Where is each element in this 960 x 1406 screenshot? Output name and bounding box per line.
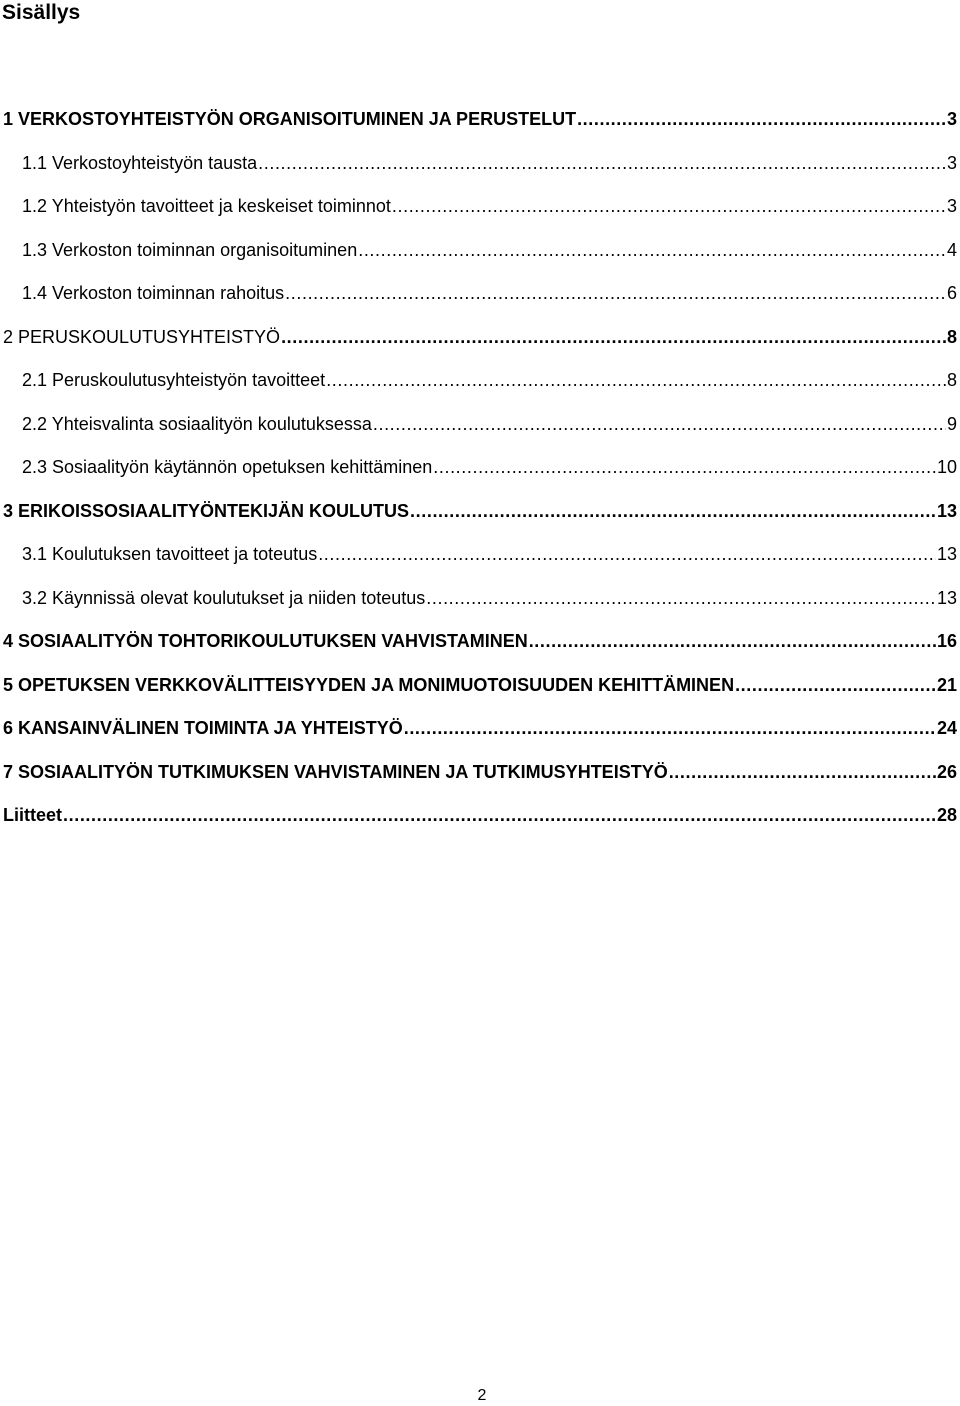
toc-entry[interactable] (0, 490, 960, 534)
toc-entry[interactable] (0, 272, 960, 316)
toc-entry-page: 3 (946, 109, 957, 129)
toc-entry[interactable] (0, 142, 960, 186)
toc-leader (410, 500, 936, 522)
toc-entry-title: 5 OPETUKSEN VERKKOVÄLITTEISYYDEN JA MONIMUOTOISUUDEN KEHITTÄMINEN (3, 674, 735, 695)
toc-leader (577, 108, 946, 130)
toc-entry[interactable] (0, 316, 960, 360)
table-of-contents (0, 98, 960, 838)
toc-entry[interactable] (0, 359, 960, 403)
toc-entry-title: 3.2 Käynnissä olevat koulutukset ja niiden toteutus (22, 587, 426, 608)
toc-leader (735, 674, 936, 696)
toc-entry-page: 6 (946, 283, 957, 303)
toc-entry[interactable] (0, 98, 960, 142)
toc-entry-page: 16 (936, 631, 957, 651)
toc-entry-title: 7 SOSIAALITYÖN TUTKIMUKSEN VAHVISTAMINEN JA TUTKIMUSYHTEISTYÖ (3, 761, 668, 782)
toc-entry-page: 26 (936, 761, 957, 782)
toc-leader (373, 413, 946, 435)
toc-entry-page: 4 (946, 239, 957, 260)
toc-entry[interactable] (0, 577, 960, 621)
toc-leader (318, 543, 936, 565)
toc-leader (392, 195, 946, 217)
toc-entry-page: 10 (936, 457, 957, 477)
toc-entry[interactable] (0, 751, 960, 795)
toc-entry-page: 8 (946, 326, 957, 347)
page-title: Sisällys (2, 1, 81, 24)
toc-entry-page: 3 (946, 196, 957, 216)
toc-leader (358, 239, 946, 261)
toc-entry-title: 6 KANSAINVÄLINEN TOIMINTA JA YHTEISTYÖ (3, 718, 403, 738)
toc-entry-title: 1.1 Verkostoyhteistyön tausta (22, 152, 258, 173)
toc-leader (285, 282, 946, 304)
toc-entry-title: 2 PERUSKOULUTUSYHTEISTYÖ (3, 326, 281, 347)
toc-entry[interactable] (0, 533, 960, 577)
toc-entry-page: 13 (936, 500, 957, 521)
toc-entry-page: 24 (936, 718, 957, 738)
toc-entry[interactable] (0, 446, 960, 490)
toc-entry-page: 8 (946, 370, 957, 390)
toc-entry[interactable] (0, 229, 960, 273)
toc-entry-title: 1.3 Verkoston toiminnan organisoituminen (22, 239, 358, 260)
toc-entry-page: 3 (946, 152, 957, 173)
toc-entry-page: 21 (936, 674, 957, 695)
toc-leader (669, 761, 936, 783)
page-number: 2 (477, 1387, 487, 1404)
toc-entry-title: 2.3 Sosiaalityön käytännön opetuksen kehittäminen (22, 457, 433, 477)
toc-entry-title: Liitteet (3, 805, 63, 825)
toc-entry-page: 9 (946, 413, 957, 434)
toc-leader (281, 326, 946, 348)
toc-entry-page: 13 (936, 587, 957, 608)
toc-leader (433, 456, 936, 478)
toc-entry-title: 4 SOSIAALITYÖN TOHTORIKOULUTUKSEN VAHVISTAMINEN (3, 631, 528, 651)
toc-entry-title: 2.2 Yhteisvalinta sosiaalityön koulutuksessa (22, 413, 372, 434)
toc-entry-title: 1.2 Yhteistyön tavoitteet ja keskeiset toiminnot (22, 196, 391, 216)
toc-entry-title: 3.1 Koulutuksen tavoitteet ja toteutus (22, 544, 318, 564)
toc-entry-title: 1 VERKOSTOYHTEISTYÖN ORGANISOITUMINEN JA PERUSTELUT (3, 109, 577, 129)
toc-entry[interactable] (0, 664, 960, 708)
toc-entry-page: 28 (936, 805, 957, 825)
toc-leader (404, 717, 936, 739)
toc-leader (63, 804, 936, 826)
toc-entry-title: 1.4 Verkoston toiminnan rahoitus (22, 283, 285, 303)
toc-leader (426, 587, 936, 609)
toc-entry[interactable] (0, 403, 960, 447)
toc-entry-title: 3 ERIKOISSOSIAALITYÖNTEKIJÄN KOULUTUS (3, 500, 410, 521)
toc-leader (529, 630, 936, 652)
toc-entry-title: 2.1 Peruskoulutusyhteistyön tavoitteet (22, 370, 326, 390)
toc-entry[interactable] (0, 620, 960, 664)
toc-entry[interactable] (0, 794, 960, 838)
toc-leader (258, 152, 946, 174)
toc-entry-page: 13 (936, 544, 957, 564)
toc-entry[interactable] (0, 707, 960, 751)
toc-leader (326, 369, 946, 391)
toc-entry[interactable] (0, 185, 960, 229)
